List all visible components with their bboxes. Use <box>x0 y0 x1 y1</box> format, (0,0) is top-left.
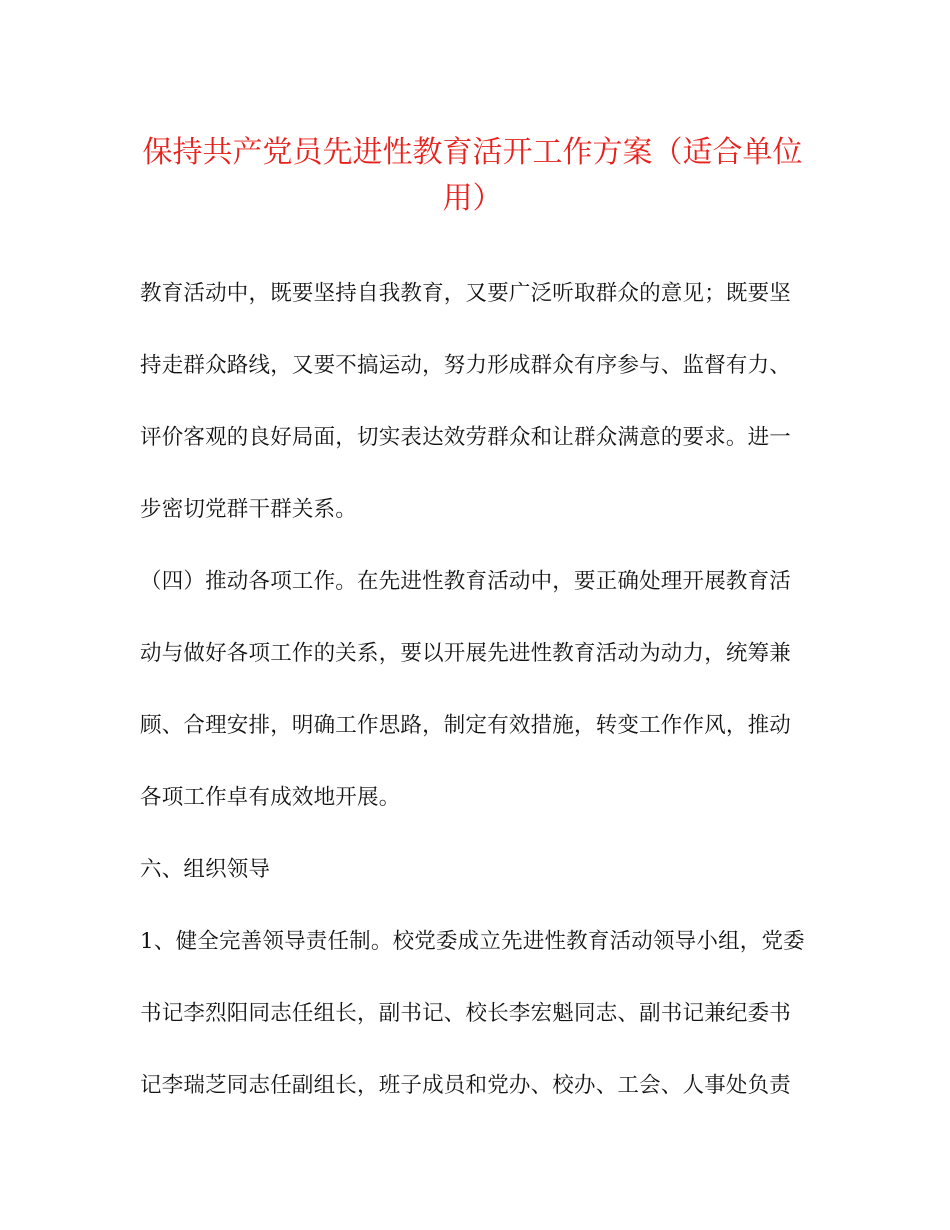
body-line: 各项工作卓有成效地开展。 <box>140 785 401 810</box>
body-line: 持走群众路线，又要不搞运动，努力形成群众有序参与、监督有力、 <box>140 353 792 378</box>
body-line: 评价客观的良好局面，切实表达效劳群众和让群众满意的要求。进一 <box>140 425 792 450</box>
body-line: 书记李烈阳同志任组长，副书记、校长李宏魁同志、副书记兼纪委书 <box>140 1001 792 1026</box>
body-line: 顾、合理安排，明确工作思路，制定有效措施，转变工作作风，推动 <box>140 713 792 738</box>
body-line: 动与做好各项工作的关系，要以开展先进性教育活动为动力，统筹兼 <box>140 641 792 666</box>
section-heading: 六、组织领导 <box>140 857 271 882</box>
title-line-2: 用） <box>442 181 503 216</box>
title-line-1: 保持共产党员先进性教育活开工作方案（适合单位 <box>142 135 803 170</box>
body-line: 教育活动中，既要坚持自我教育，又要广泛听取群众的意见；既要坚 <box>140 281 792 306</box>
body-line: （四）推动各项工作。在先进性教育活动中，要正确处理开展教育活 <box>140 569 792 594</box>
body-line: 1、健全完善领导责任制。校党委成立先进性教育活动领导小组，党委 <box>140 929 805 954</box>
body-line: 记李瑞芝同志任副组长，班子成员和党办、校办、工会、人事处负责 <box>140 1073 792 1098</box>
body-line: 步密切党群干群关系。 <box>140 497 358 522</box>
document-title <box>140 130 805 222</box>
document-body <box>140 258 810 1122</box>
